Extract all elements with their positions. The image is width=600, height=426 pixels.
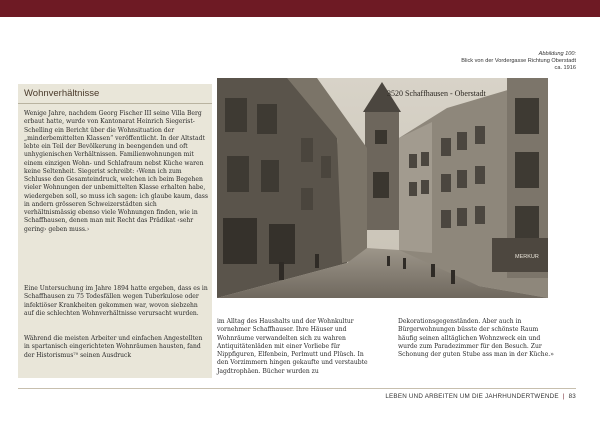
- top-color-bar: [0, 0, 600, 17]
- figure-caption: [356, 51, 576, 72]
- section-heading: Wohnverhältnisse: [24, 88, 100, 99]
- body-column-middle: im Alltag des Haushalts und der Wohnkultur vornehmer Schaffhauser. Ihre Häuser und Wohnräume verwandelten sich zu wahren Antiquitätenläden mit einer Vorliebe für Nippfiguren, Elfenbein, Perlmutt und Plüsch. In den Vorzimmern hingen gekaufte und verstaubte Jagdtrophäen. Bücher wurden zu: [217, 318, 368, 375]
- sidebar-paragraph-1: Wenige Jahre, nachdem Georg Fischer III seine Villa Berg erbaut hatte, wurde von Kantonarat Heinrich Siegerist-Schelling ein Bericht über die Wohnsituation der „minderbemittelten Klassen“ veröffentlicht. In der Altstadt lebte ein Teil der Bevölkerung in beengenden und oft unhygienischen Verhältnissen. Familienwohnungen mit einem einzigen Wohn- und Schlafraum nebst Küche waren keine Seltenheit. Siegerist schreibt: ‹Wenn ich zum Schlusse den Gesamteindruck, welchen ich beim Begehen vieler Wohnungen der unbemittelten Klasse erhalten habe, wiedergeben soll, so muss ich sagen: ich glaube kaum, dass in andern grösseren Schweizerstädten sich verhältnismässig ebenso viele Wohnungen finden, wie in Schaffhausen, denen man mit Recht das Prädikat ‹sehr gering› geben muss.›: [24, 110, 209, 233]
- sidebar-paragraph-2: Eine Untersuchung im Jahre 1894 hatte ergeben, dass es in Schaffhausen zu 75 Todesfällen wegen Tuberkulose oder infektiöser Krankheiten gekommen war, wovon siebzehn auf die schlechten Wohnverhältnisse verursacht wurden.: [24, 285, 208, 317]
- historic-street-photo: [217, 78, 548, 298]
- page-footer: [385, 393, 576, 400]
- photo-print-label: 3520 Schaffhausen - Oberstadt: [387, 89, 486, 98]
- footer-separator: |: [562, 393, 565, 400]
- street-photo-illustration: [217, 78, 548, 298]
- running-title: LEBEN UND ARBEITEN UM DIE JAHRHUNDERTWENDE: [385, 393, 559, 400]
- page-number: 83: [568, 393, 576, 400]
- heading-rule: [18, 103, 212, 104]
- shop-sign-right: MERKUR: [515, 254, 539, 260]
- body-column-right: Dekorationsgegenständen. Aber auch in Bürgerwohnungen büsste der schönste Raum häufig seinen alltäglichen Wohnzweck ein und wurde zum Paradezimmer für den Besuch. Zur Schonung der guten Stube ass man in der Küche.»: [398, 318, 554, 358]
- footer-rule: [18, 388, 576, 389]
- sidebar-box: [18, 84, 212, 378]
- caption-line-1: Blick von der Vordergasse Richtung Oberstadt: [461, 58, 576, 64]
- sidebar-paragraph-3: Während die meisten Arbeiter und einfachen Angestellten in spartanisch eingerichteten Wohnräumen hausten, fand der Historismus⁷⁰ seinen Ausdruck: [24, 335, 203, 359]
- caption-line-2: ca. 1916: [554, 65, 576, 71]
- caption-title: Abbildung 100:: [538, 51, 576, 57]
